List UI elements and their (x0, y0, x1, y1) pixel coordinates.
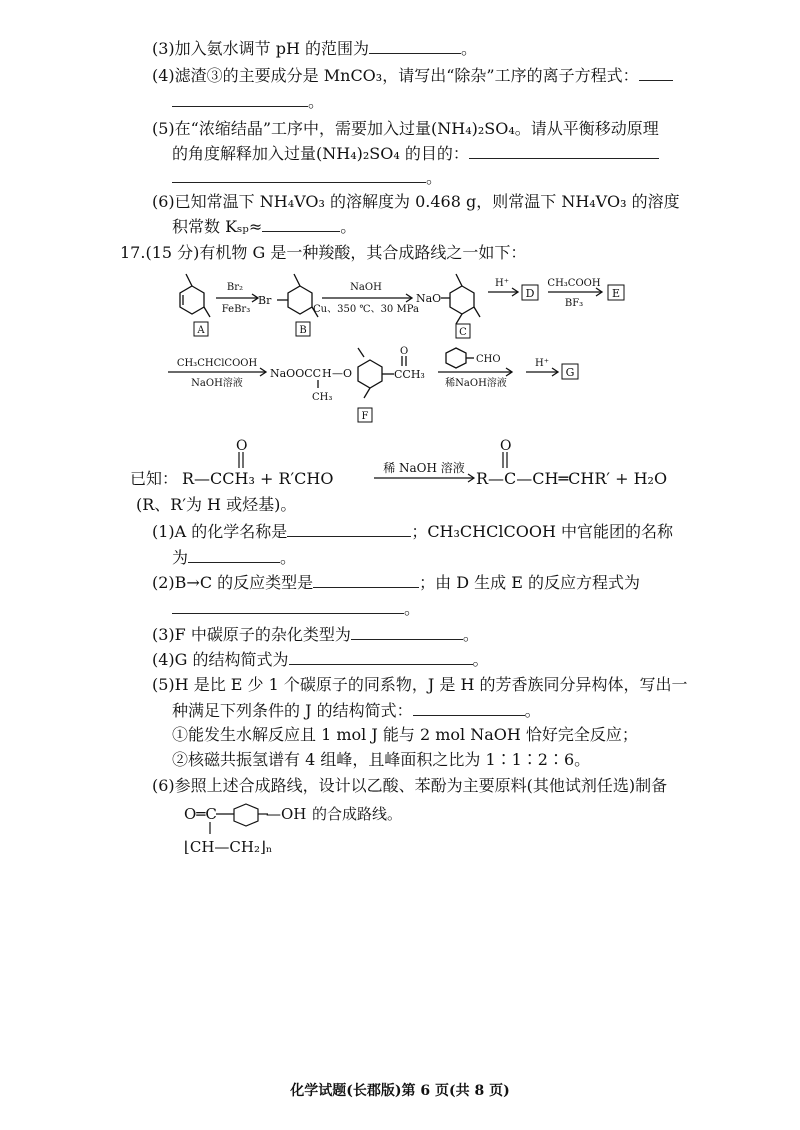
compound-b-label: B (299, 325, 307, 336)
reagent-bromine: Br₂ (226, 282, 244, 293)
q17-part1-line1: (1)A 的化学名称是 ；CH₃CHClCOOH 中官能团的名称 (152, 522, 673, 541)
q17-part2-line1: (2)B→C 的反应类型是 ；由 D 生成 E 的反应方程式为 (152, 573, 641, 592)
reagent-acid: H⁺ (495, 278, 509, 289)
q17-condition-1: ①能发生水解反应且 1 mol J 能与 2 mol NaOH 恰好完全反应； (172, 725, 638, 744)
known-condition: 稀 NaOH 溶液 (383, 461, 465, 475)
answer-blank[interactable] (188, 546, 280, 563)
q17-part5-line1: (5)H 是比 E 少 1 个碳原子的同系物，J 是 H 的芳香族同分异构体，写出一 (152, 675, 688, 694)
f-ether-oxygen: —O (332, 367, 353, 380)
compound-a-label: A (197, 325, 205, 336)
answer-blank[interactable] (369, 37, 461, 54)
benzaldehyde-ring (446, 348, 466, 368)
answer-blank[interactable] (172, 166, 426, 183)
compound-e-label: E (611, 287, 621, 300)
answer-blank[interactable] (469, 142, 659, 159)
f-carboxylate-group: NaOOCC (270, 367, 322, 380)
q16-part5-line3: 。 (172, 166, 442, 189)
q16-part3: (3)加入氨水调节 pH 的范围为 。 (152, 39, 478, 58)
synthesis-scheme-row2 (160, 342, 600, 432)
q17-condition-2: ②核磁共振氢谱有 4 组峰，且峰面积之比为 1∶1∶2∶6。 (172, 750, 591, 769)
answer-blank[interactable] (313, 571, 419, 588)
compound-c-label: C (459, 327, 467, 338)
compound-g-label: G (565, 366, 575, 379)
compound-d-label: D (525, 287, 535, 300)
q17-part4: (4)G 的结构简式为 。 (152, 650, 489, 669)
benzene-ring-b (288, 286, 312, 314)
q16-part4-line2: 。 (172, 90, 324, 113)
answer-blank[interactable] (172, 597, 404, 614)
target-benzene-ring (234, 804, 258, 826)
reagent-naoh: NaOH (350, 282, 382, 293)
known-reaction (130, 438, 670, 490)
answer-blank[interactable] (351, 623, 463, 640)
reagent-acid-workup: H⁺ (535, 358, 549, 369)
synthesis-scheme-row1 (150, 262, 670, 344)
target-suffix-text: 的合成路线。 (312, 805, 403, 823)
f-acetyl: CCH₃ (394, 368, 425, 381)
reagent-conditions: Cu、350 ℃、30 MPa (313, 304, 419, 315)
reagent-bf3: BF₃ (564, 298, 584, 309)
compound-f-label: F (361, 411, 369, 422)
q17-part3: (3)F 中碳原子的杂化类型为 。 (152, 625, 479, 644)
benzene-ring-f (358, 360, 382, 388)
reagent-chloropropanoic-acid: CH₃CHClCOOH (176, 358, 258, 369)
q17-part5-line2: 种满足下列条件的 J 的结构简式： 。 (172, 701, 541, 720)
q16-part5-line1: (5)在“浓缩结晶”工序中，需要加入过量(NH₄)₂SO₄。请从平衡移动原理 (152, 119, 659, 138)
page-footer: 化学试题(长郡版)第 6 页(共 8 页) (290, 1083, 510, 1099)
reagent-naoh-solution: NaOH溶液 (191, 378, 243, 389)
known-note: (R、R′为 H 或烃基)。 (136, 495, 297, 514)
q16-part5-line2: 的角度解释加入过量(NH₄)₂SO₄ 的目的： (172, 142, 659, 165)
q16-part6-line2: 积常数 Kₛₚ≈ 。 (172, 217, 357, 236)
f-hydrogen: H (322, 367, 332, 380)
reagent-aldehyde-group: CHO (476, 354, 501, 365)
known-products: R—C—CH═CHR′ + H₂O (476, 469, 668, 488)
known-label: 已知： (130, 469, 179, 488)
q17-part2-line2: 。 (172, 597, 420, 620)
q17-header: 17.(15 分)有机物 G 是一种羧酸，其合成路线之一如下： (120, 243, 527, 262)
answer-blank[interactable] (172, 90, 308, 107)
reagent-acetic-acid: CH₃COOH (547, 278, 601, 289)
f-keto-oxygen: O (400, 346, 409, 357)
q17-part6-line1: (6)参照上述合成路线，设计以乙酸、苯酚为主要原料(其他试剂任选)制备 (152, 776, 668, 795)
known-reactants: R—CCH₃ + R′CHO (182, 469, 334, 488)
benzene-ring-c (450, 286, 474, 314)
f-methyl: CH₃ (312, 392, 333, 403)
target-polymer-backbone: ⌊CH—CH₂⌋ₙ (184, 838, 273, 856)
answer-blank[interactable] (289, 648, 473, 665)
bromo-label: Br (258, 294, 272, 307)
known-product-oxygen: O (500, 438, 512, 454)
answer-blank[interactable] (639, 64, 673, 81)
answer-blank[interactable] (262, 215, 340, 232)
target-polymer-structure (180, 800, 480, 864)
target-carbonyl: O═C (184, 805, 217, 823)
answer-blank[interactable] (413, 699, 525, 716)
known-carbonyl-oxygen: O (236, 438, 248, 454)
reagent-catalyst: FeBr₃ (221, 304, 251, 315)
sodium-oxide-label: NaO (416, 292, 442, 305)
target-hydroxyl: —OH (266, 805, 307, 823)
answer-blank[interactable] (287, 520, 411, 537)
q16-part6-line1: (6)已知常温下 NH₄VO₃ 的溶解度为 0.468 g，则常温下 NH₄VO₃ 的溶度 (152, 192, 680, 211)
q17-part1-line2: 为 。 (172, 548, 297, 567)
reagent-dilute-naoh: 稀NaOH溶液 (445, 378, 507, 389)
q16-part4-line1: (4)滤渣③的主要成分是 MnCO₃，请写出“除杂”工序的离子方程式： (152, 64, 673, 87)
